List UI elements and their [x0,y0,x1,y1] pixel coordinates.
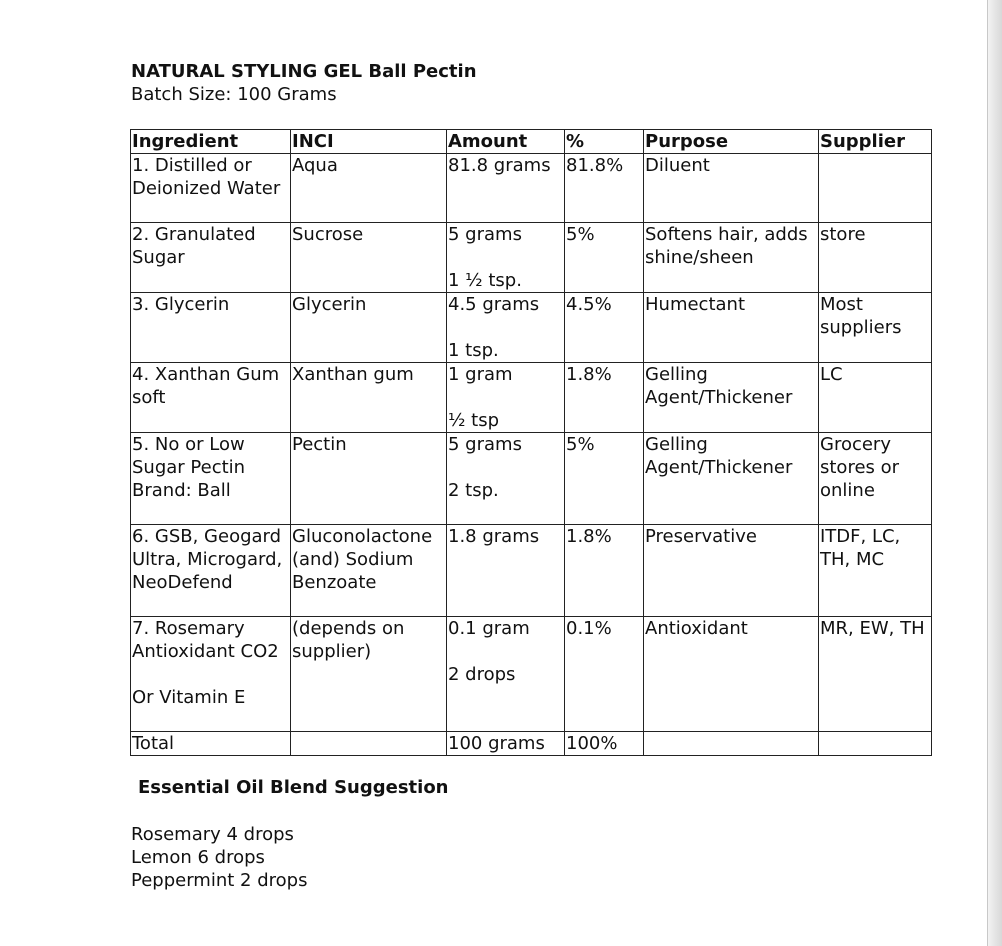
cell-line [448,456,564,479]
cell-line: Preservative [645,526,757,547]
cell-purpose [644,732,819,756]
list-item: Rosemary 4 drops [131,824,294,845]
cell-inci [291,223,447,293]
cell-line: 2. Granulated Sugar [132,224,256,268]
cell-line: Or Vitamin E [132,687,246,708]
cell-line: 1 gram [448,364,513,385]
cell-amount [447,363,565,433]
cell-line: 100 grams [448,733,545,754]
cell-line: 5. No or Low Sugar Pectin Brand: Ball [132,434,246,501]
cell-amount [447,525,565,617]
cell-line [448,640,564,663]
cell-line: Humectant [645,294,746,315]
essential-oil-title: Essential Oil Blend Suggestion [138,777,449,798]
cell-line: 2 tsp. [448,480,499,501]
table-body [131,154,932,756]
cell-inci [291,363,447,433]
cell-line: Total [132,733,175,754]
cell-line: Sucrose [292,224,364,245]
cell-line: Gelling Agent/Thickener [645,434,793,478]
cell-ingredient [131,617,291,732]
cell-inci [291,154,447,223]
cell-line: 1 tsp. [448,340,499,361]
cell-line: ITDF, LC, TH, MC [820,526,901,570]
cell-supplier [819,223,932,293]
cell-line: 3. Glycerin [132,294,230,315]
cell-percent: 5% [565,433,644,525]
header-percent: % [565,130,644,154]
batch-size: Batch Size: 100 Grams [131,84,337,105]
cell-ingredient [131,363,291,433]
cell-percent: 1.8% [565,525,644,617]
cell-percent: 81.8% [565,154,644,223]
table-header-row [131,130,932,154]
cell-line: 5 grams [448,224,522,245]
cell-inci [291,293,447,363]
cell-supplier [819,617,932,732]
header-supplier: Supplier [819,130,932,154]
cell-supplier [819,363,932,433]
cell-amount [447,293,565,363]
table-row [131,154,932,223]
cell-supplier [819,293,932,363]
cell-line: 1.8 grams [448,526,540,547]
cell-line: Softens hair, adds shine/sheen [645,224,808,268]
list-item: Lemon 6 drops [131,847,265,868]
cell-line: 81.8 grams [448,155,551,176]
cell-percent: 0.1% [565,617,644,732]
cell-purpose [644,154,819,223]
cell-line: 4. Xanthan Gum soft [132,364,280,408]
cell-ingredient [131,154,291,223]
table-row [131,732,932,756]
cell-inci [291,525,447,617]
cell-line: Most suppliers [820,294,902,338]
cell-line: Gluconolactone (and) Sodium Benzoate [292,526,433,593]
cell-line [820,732,931,755]
cell-line [645,732,818,755]
cell-amount [447,154,565,223]
cell-line: Glycerin [292,294,367,315]
cell-percent: 4.5% [565,293,644,363]
cell-purpose [644,525,819,617]
cell-percent: 5% [565,223,644,293]
table-row [131,617,932,732]
cell-line: ½ tsp [448,410,500,431]
cell-line: 1 ½ tsp. [448,270,522,291]
ingredients-table [130,129,932,756]
cell-line: Pectin [292,434,347,455]
cell-line [132,663,290,686]
cell-line: 5 grams [448,434,522,455]
cell-inci [291,732,447,756]
cell-percent: 100% [565,732,644,756]
cell-supplier [819,154,932,223]
cell-line: Xanthan gum [292,364,414,385]
cell-line: 7. Rosemary Antioxidant CO2 [132,618,279,662]
cell-line: store [820,224,866,245]
cell-line: 1. Distilled or Deionized Water [132,155,281,199]
document-title: NATURAL STYLING GEL Ball Pectin [131,61,477,82]
cell-ingredient [131,293,291,363]
header-amount: Amount [447,130,565,154]
table-row [131,293,932,363]
cell-amount [447,223,565,293]
cell-line: LC [820,364,843,385]
cell-inci [291,617,447,732]
cell-line: (depends on supplier) [292,618,405,662]
cell-line: 0.1 gram [448,618,530,639]
table-row [131,223,932,293]
table-row [131,363,932,433]
header-inci: INCI [291,130,447,154]
table-row [131,433,932,525]
cell-supplier [819,525,932,617]
cell-line: Diluent [645,155,710,176]
cell-line: Grocery stores or online [820,434,900,501]
table-row [131,525,932,617]
essential-oil-list [131,823,307,892]
cell-supplier [819,732,932,756]
cell-purpose [644,617,819,732]
cell-line: Gelling Agent/Thickener [645,364,793,408]
cell-line: Aqua [292,155,338,176]
cell-line: 6. GSB, Geogard Ultra, Microgard, NeoDefend [132,526,283,593]
header-purpose: Purpose [644,130,819,154]
cell-ingredient [131,433,291,525]
header-ingredient: Ingredient [131,130,291,154]
cell-line: 2 drops [448,664,516,685]
cell-line: MR, EW, TH [820,618,925,639]
page-edge-shadow [987,0,1002,946]
cell-line [820,154,931,177]
cell-purpose [644,293,819,363]
cell-line [448,246,564,269]
cell-line [448,386,564,409]
cell-amount [447,433,565,525]
cell-amount [447,732,565,756]
cell-line [292,732,446,755]
cell-ingredient [131,223,291,293]
cell-ingredient [131,732,291,756]
cell-amount [447,617,565,732]
cell-line [448,316,564,339]
cell-percent: 1.8% [565,363,644,433]
cell-ingredient [131,525,291,617]
cell-supplier [819,433,932,525]
cell-purpose [644,433,819,525]
cell-inci [291,433,447,525]
cell-line: 4.5 grams [448,294,540,315]
cell-line: Antioxidant [645,618,748,639]
cell-purpose [644,363,819,433]
list-item: Peppermint 2 drops [131,870,308,891]
cell-purpose [644,223,819,293]
